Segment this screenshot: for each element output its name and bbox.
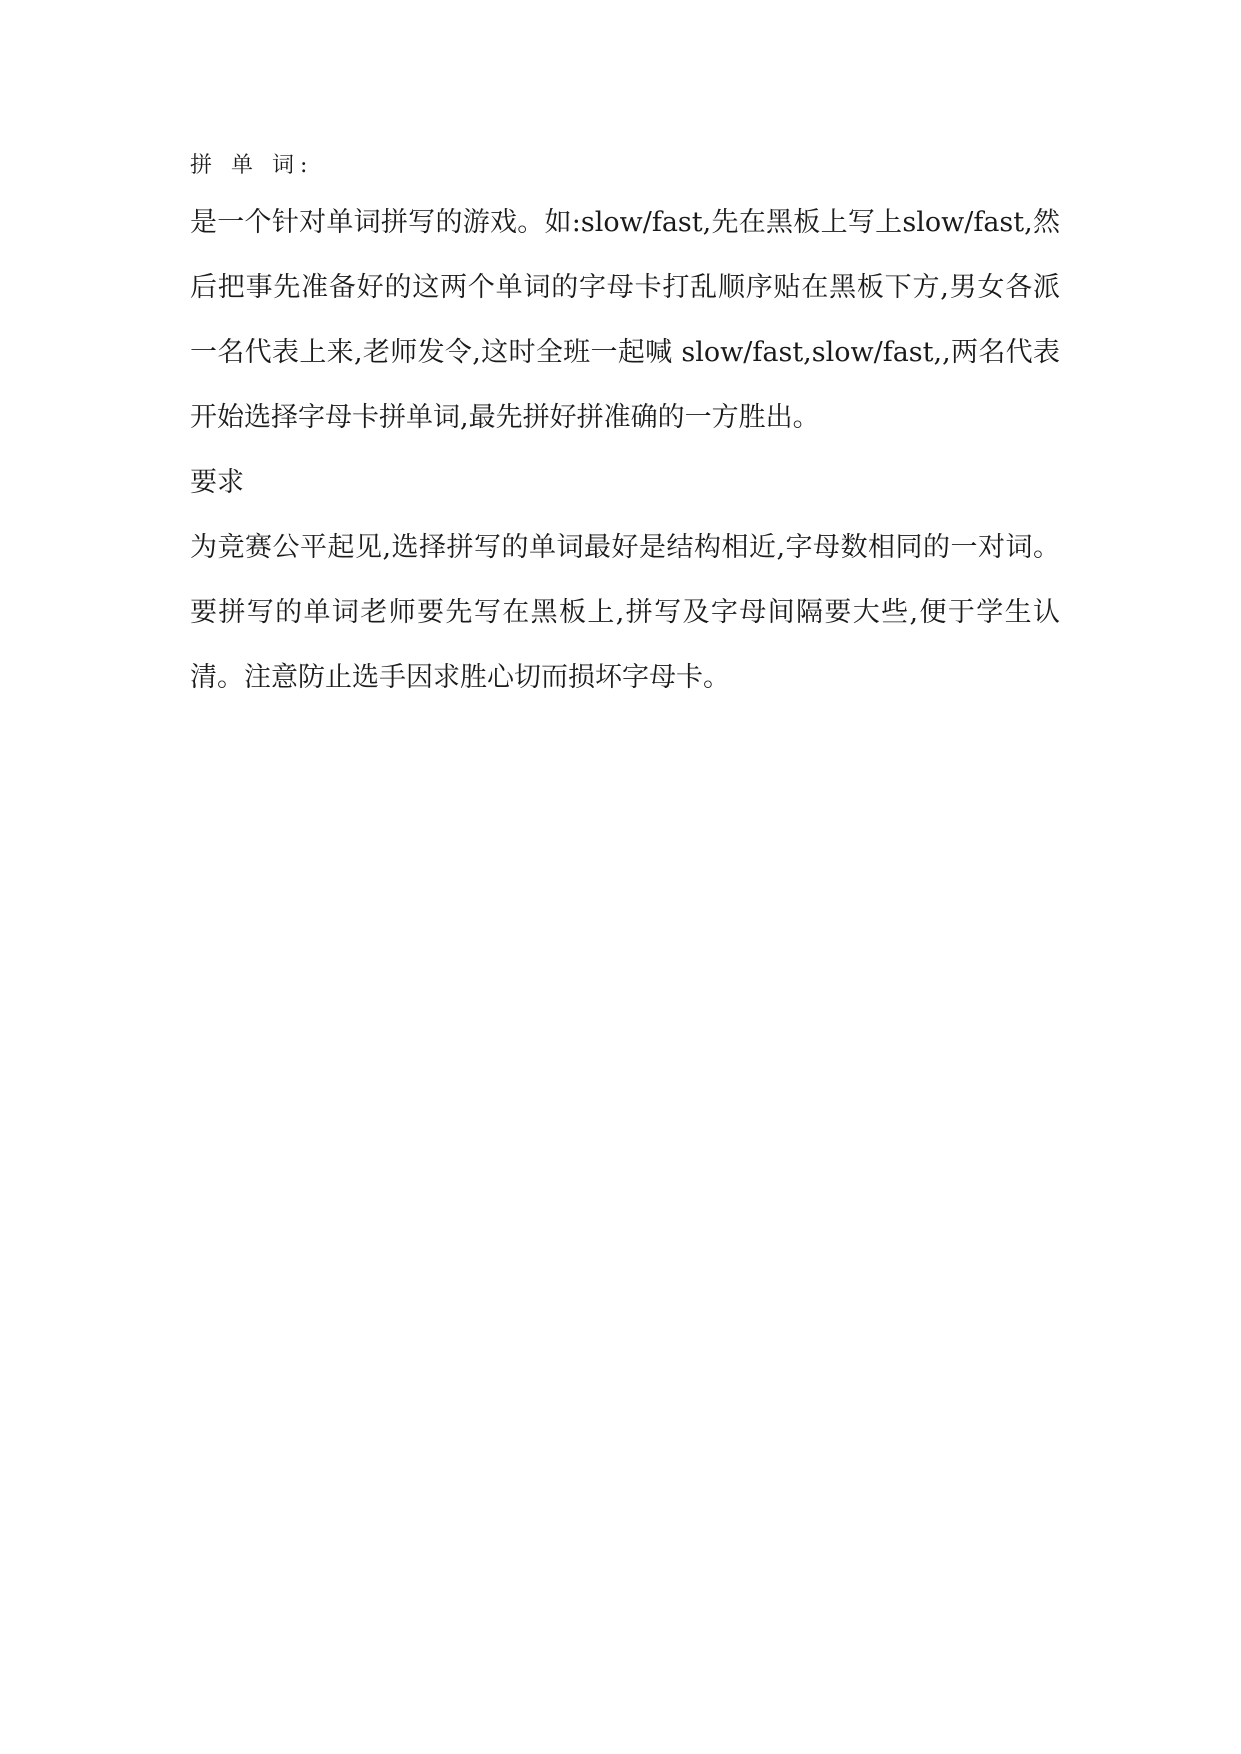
document-page — [190, 150, 1060, 710]
requirements-paragraph: 为竞赛公平起见,选择拼写的单词最好是结构相近,字母数相同的一对词。要拼写的单词老师要先写在黑板上,拼写及字母间隔要大些,便于学生认清。注意防止选手因求胜心切而损坏字母卡。 — [190, 532, 1060, 693]
game-description-paragraph: 是一个针对单词拼写的游戏。如:slow/fast,先在黑板上写上slow/fast,然后把事先准备好的这两个单词的字母卡打乱顺序贴在黑板下方,男女各派一名代表上来,老师发令,这时全班一起喊 slow/fast,slow/fast,,两名代表开始选择字母卡拼单词,最先拼好拼准确的一方胜出。 — [190, 207, 1060, 433]
requirements-heading: 要求 — [190, 467, 244, 498]
game-title: 拼 单 词: — [190, 153, 314, 178]
